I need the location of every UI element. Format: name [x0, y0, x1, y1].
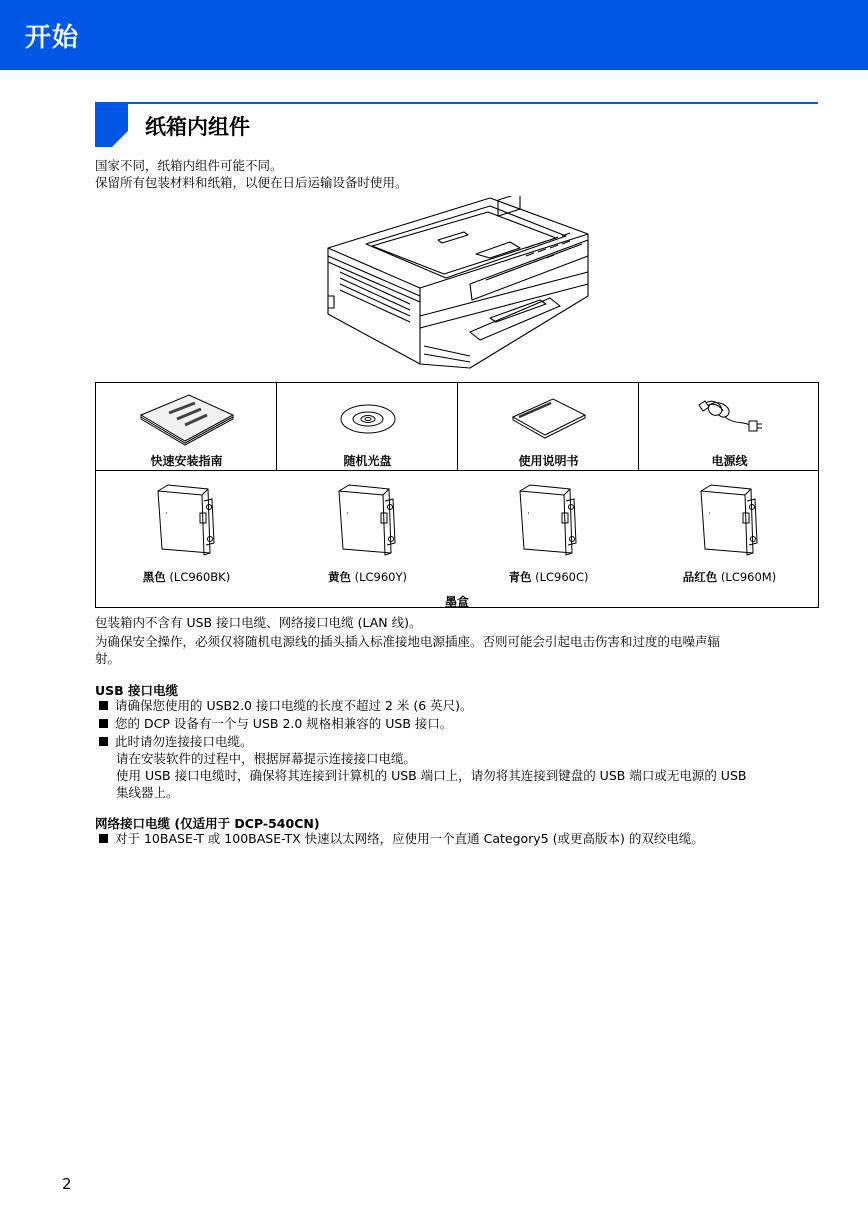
ink-cartridge-yellow [277, 471, 458, 586]
ink-cartridge-icon [514, 483, 584, 557]
ink-color-name: 品红色 [682, 570, 718, 584]
ink-color-name: 黄色 [327, 570, 351, 584]
ink-group-label: 墨盒 [444, 595, 469, 609]
bullet-item [99, 715, 452, 732]
ink-label [639, 569, 820, 585]
note-line: 包装箱内不含有 USB 接口电缆、网络接口电缆 (LAN 线)。 [95, 615, 422, 630]
power-cord-icon [695, 391, 765, 441]
booklet-icon [139, 391, 235, 447]
bullet-square-icon [99, 834, 108, 843]
ink-label [277, 569, 458, 585]
ink-model-code: (LC960C) [535, 570, 589, 584]
manual-icon [509, 391, 589, 441]
ink-color-name: 黑色 [142, 570, 166, 584]
usb-detail-line: 请在安装软件的过程中，根据屏幕提示连接接口电缆。 [116, 751, 417, 766]
ink-cartridge-cyan [458, 471, 639, 586]
page-number: 2 [62, 1175, 72, 1193]
bullet-text: 对于 10BASE-T 或 100BASE-TX 快速以太网络，应使用一个直通 Category5 (或更高版本) 的双绞电缆。 [115, 831, 704, 846]
bullet-square-icon [99, 701, 108, 710]
intro-line-1: 国家不同，纸箱内组件可能不同。 [95, 158, 283, 173]
bullet-item [99, 830, 704, 847]
usb-detail-line: 使用 USB 接口电缆时，确保将其连接到计算机的 USB 端口上，请勿将其连接到键盘的 USB 端口或无电源的 USB [116, 768, 747, 783]
bullet-item [99, 697, 473, 714]
section-title: 纸箱内组件 [145, 115, 250, 139]
cd-icon [338, 391, 398, 441]
component-cd-rom [277, 383, 458, 470]
chapter-title: 开始 [25, 23, 80, 53]
ink-label [96, 569, 277, 585]
ink-label [458, 569, 639, 585]
ink-cartridge-icon [695, 483, 765, 557]
bullet-text: 请确保您使用的 USB2.0 接口电缆的长度不超过 2 米 (6 英尺)。 [115, 698, 473, 713]
ink-cartridge-magenta [639, 471, 820, 586]
network-cable-heading: 网络接口电缆 (仅适用于 DCP-540CN) [95, 816, 320, 831]
component-power-cord [639, 383, 820, 470]
box-contents-table [95, 382, 819, 608]
ink-color-name: 青色 [508, 570, 532, 584]
bullet-square-icon [99, 737, 108, 746]
section-rule [95, 102, 818, 104]
ink-cartridge-icon [152, 483, 222, 557]
bullet-text: 此时请勿连接接口电缆。 [115, 734, 253, 749]
component-label: 使用说明书 [518, 454, 579, 468]
section-tab-marker [95, 103, 128, 147]
printer-illustration [320, 196, 592, 374]
page-header-bar [0, 0, 868, 70]
usb-cable-heading: USB 接口电缆 [95, 683, 179, 698]
component-label: 电源线 [711, 454, 748, 468]
component-quick-setup-guide [96, 383, 277, 470]
bullet-item [99, 733, 253, 750]
bullet-square-icon [99, 719, 108, 728]
component-label: 快速安装指南 [150, 454, 223, 468]
note-line: 为确保安全操作，必须仅将随机电源线的插头插入标准接地电源插座。否则可能会引起电击伤害和过度的电噪声辐 [95, 634, 721, 649]
ink-model-code: (LC960Y) [354, 570, 408, 584]
ink-cartridge-icon [333, 483, 403, 557]
bullet-text: 您的 DCP 设备有一个与 USB 2.0 规格相兼容的 USB 接口。 [115, 716, 453, 731]
ink-model-code: (LC960M) [720, 570, 777, 584]
component-user-manual [458, 383, 639, 470]
note-line: 射。 [95, 651, 121, 666]
intro-line-2: 保留所有包装材料和纸箱，以便在日后运输设备时使用。 [95, 175, 408, 190]
component-label: 随机光盘 [343, 454, 392, 468]
ink-model-code: (LC960BK) [169, 570, 231, 584]
ink-cartridge-black [96, 471, 277, 586]
usb-detail-line: 集线器上。 [116, 785, 179, 800]
